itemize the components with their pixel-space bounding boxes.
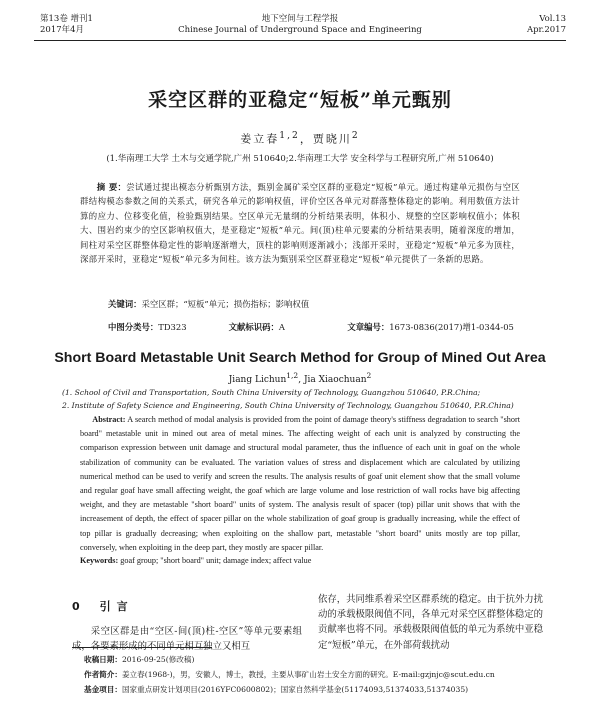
- document-code: [229, 321, 345, 333]
- affiliation-en-line: (1. School of Civil and Transportation, South China University of Technology, Guangzhou 510640, P.R.China;: [62, 388, 481, 397]
- author-name: 贾晓川: [312, 132, 352, 146]
- paper-title-en: Short Board Metastable Unit Search Method for Group of Mined Out Area: [54, 350, 546, 366]
- art-value: 1673-0836(2017)增1-0344-05: [389, 322, 514, 332]
- author-affil-sup: 1,2: [279, 130, 300, 141]
- article-number: [347, 321, 514, 333]
- header-journal: [34, 14, 566, 36]
- doc-value: A: [278, 322, 285, 332]
- header-divider: [34, 40, 566, 41]
- author-bio-label: 作者简介：: [84, 670, 122, 679]
- section-title: 引言: [99, 600, 134, 613]
- abstract-text-cn: 尝试通过提出模态分析甄别方法，甄别金属矿采空区群的亚稳定“短板”单元。通过构建单元损伤与空区群结构模态参数之间的关系式，研究各单元的影响权值，评价空区各单元对群落整体稳定的影响。利用数值方法计算的应力、位移变化值，检验甄别结果。空区单元无量纲的分析结果表明，体积小、规整的空区影响权值小；体积大、围岩约束少的空区影响权值大，是亚稳定“短板”单元。间(顶)柱单元要素的分析结果表明，随着深度的增加，间柱对采空区群整体稳定性的影响逐渐增大，顶柱的影响则逐渐减小；浅部开采时，亚稳定“短板”单元多为顶柱，深部开采时，亚稳定“短板”单元多为间柱。该方法为甄别采空区群亚稳定“短板”单元提供了一条新的思路。: [80, 182, 520, 265]
- header-volume-issue: 第13卷 增刊1: [40, 14, 93, 24]
- funding-value: 国家重点研发计划项目(2016YFC0600802)；国家自然科学基金(51174093,51374033,51374035): [121, 685, 469, 694]
- author-affil-sup: 2: [351, 130, 360, 141]
- keywords-label-cn: 关键词：: [108, 299, 142, 309]
- footnote-divider: [72, 647, 212, 648]
- affiliation-cn: (1.华南理工大学 土木与交通学院,广州 510640;2.华南理工大学 安全科学与工程研究所,广州 510640): [106, 154, 494, 164]
- author-name: Jiang Lichun: [228, 375, 287, 385]
- keywords-en: [80, 556, 520, 565]
- authors-en: Jiang Lichun$^{1,2}$, Jia Xiaochuan$^2$: [228, 371, 372, 385]
- art-label: 文章编号：: [347, 322, 390, 332]
- abstract-text-en: A search method of modal analysis is provided from the point of damage theory's stiffness degradation to search "short board" metastable unit in mined out area of metal mines. The affecting weight of each unit is analyzed by constructing the comparison expression between unit damage and structural modal parameter, thus the influence of each unit in goaf on the whole stabilization of community can be evaluated. The variation values of stress and displacement which are calculated by utilizing numerical method can be used to verify and screen the results. The analysis results of goaf unit element show that the small volume and regular goaf have small affecting weight, the goaf which are large volume and lose restriction of wall rocks have big affecting weight, and they are metastable "short board" units of system. The analysis result of spacer (top) pillar unit shows that with the increasement of depth, the effect of spacer pillar on the whole stabilization of goaf group is gradually increasing, while the effect of top pillar is gradually decreasing; when exploiting on the shallow part, metastable "short board" units mostly are top pillar, conversely, when exploiting in the deep part, they mostly are spacer pillar.: [80, 415, 520, 552]
- authors-cn: 姜立春$^{1,2}$，贾晓川$^2$: [240, 130, 360, 146]
- abstract-en: [80, 413, 520, 555]
- header-date-cn: 2017年4月: [40, 25, 85, 35]
- header-date-en: Apr.2017: [526, 25, 566, 35]
- funding-label: 基金项目：: [84, 685, 122, 694]
- clc-value: TD323: [158, 322, 187, 332]
- header-journal-en: Chinese Journal of Underground Space and Engineering: [178, 25, 422, 35]
- body-column-left: [72, 598, 302, 654]
- received-label: 收稿日期：: [84, 655, 122, 664]
- footnote-author-bio: [84, 669, 540, 680]
- author-affil-sup: 2: [366, 371, 372, 380]
- abstract-label-cn: 摘 要：: [96, 182, 127, 192]
- keywords-text-en: goaf group; "short board" unit; damage index; affect value: [120, 556, 312, 565]
- header-vol-en: [527, 14, 566, 36]
- received-value: 2016-09-25(修改稿): [121, 655, 195, 664]
- abstract-cn: [80, 180, 520, 266]
- keywords-label-en: Keywords:: [80, 556, 119, 565]
- author-name: Jia Xiaochuan: [303, 375, 367, 385]
- body-text-left: 采空区群是由“空区-间(顶)柱-空区”等单元要素组成，各要素形成的不同单元相互独立又相互: [72, 626, 302, 653]
- footnote-funding: [84, 684, 540, 695]
- body-column-right: 依存，共同维系着采空区群系统的稳定。由于抗外力扰动的承载极限阀值不同，各单元对采空区群整体稳定的贡献率也将不同。承载极限阀值低的单元为系统中亚稳定“短板”单元，在外部荷载扰动: [318, 594, 544, 651]
- author-affil-sup: 1,2: [286, 371, 299, 380]
- running-header: [34, 10, 566, 40]
- affiliation-en-line: 2. Institute of Safety Science and Engineering, South China University of Technology, Guangzhou 510640, P.R.China): [62, 401, 514, 410]
- affiliation-en: [62, 386, 538, 412]
- author-name: 姜立春: [240, 132, 280, 146]
- author-bio-value: 姜立春(1968-)，男，安徽人，博士，教授，主要从事矿山岩土安全方面的研究。E-mail:gzjnjc@scut.edu.cn: [121, 670, 495, 679]
- section-number: 0: [72, 600, 86, 613]
- section-heading: [72, 598, 302, 614]
- keywords-cn: [108, 298, 520, 310]
- header-journal-cn: 地下空间与工程学报: [261, 14, 339, 24]
- clc-number: [108, 321, 226, 333]
- clc-label: 中图分类号：: [108, 322, 159, 332]
- keywords-text-cn: 采空区群；“短板”单元；损伤指标；影响权值: [141, 299, 310, 309]
- doc-label: 文献标识码：: [228, 322, 279, 332]
- footnote-received: [84, 654, 540, 665]
- abstract-label-en: Abstract:: [92, 415, 126, 424]
- classification-line: [108, 321, 520, 333]
- paper-title-cn: 采空区群的亚稳定“短板”单元甄别: [148, 89, 452, 111]
- header-vol-number: Vol.13: [539, 14, 566, 24]
